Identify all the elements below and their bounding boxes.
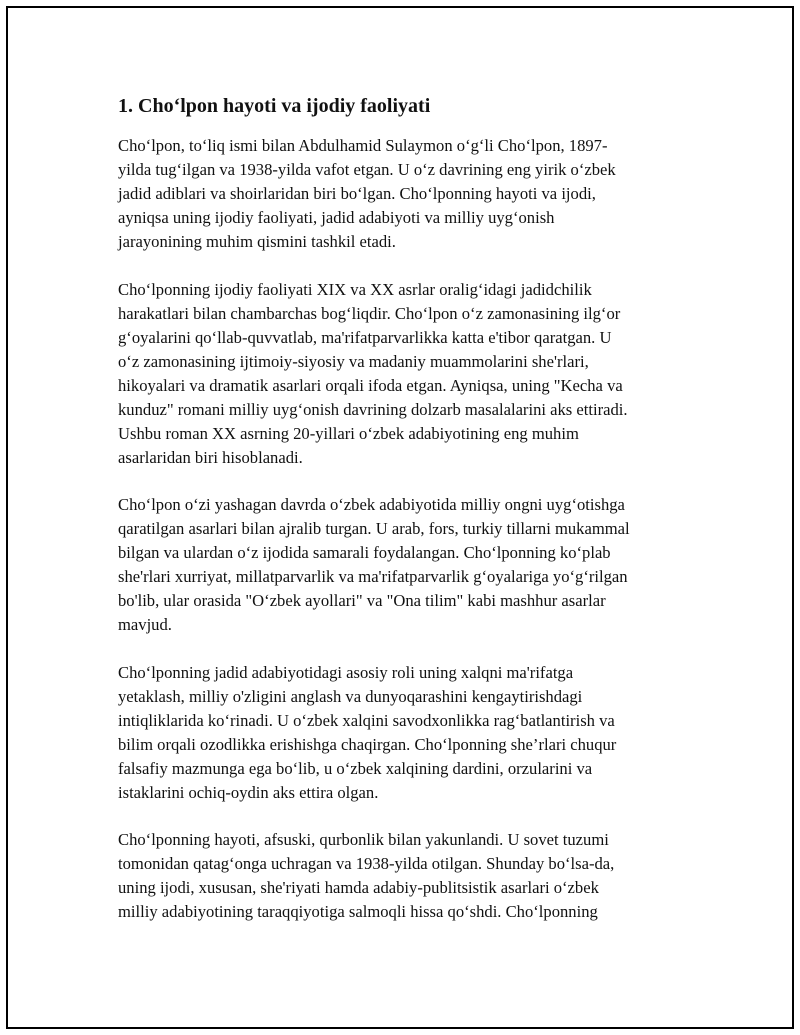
text-line: bilgan va ulardan o‘z ijodida samarali foydalangan. Cho‘lponning ko‘plab	[118, 543, 611, 562]
text-line: she'rlari xurriyat, millatparvarlik va ma'rifatparvarlik g‘oyalariga yo‘g‘rilgan	[118, 567, 628, 586]
text-line: Cho‘lpon o‘zi yashagan davrda o‘zbek adabiyotida milliy ongni uyg‘otishga	[118, 495, 625, 514]
paragraph	[118, 134, 698, 254]
text-line: jadid adiblari va shoirlaridan biri bo‘lgan. Cho‘lponning hayoti va ijodi,	[118, 184, 596, 203]
text-line: tomonidan qatag‘onga uchragan va 1938-yilda otilgan. Shunday bo‘lsa-da,	[118, 854, 615, 873]
text-line: Cho‘lponning hayoti, afsuski, qurbonlik bilan yakunlandi. U sovet tuzumi	[118, 830, 609, 849]
text-line: mavjud.	[118, 615, 172, 634]
paragraph-list	[118, 134, 698, 924]
paragraph	[118, 278, 698, 470]
text-line: qaratilgan asarlari bilan ajralib turgan. U arab, fors, turkiy tillarni mukammal	[118, 519, 630, 538]
text-line: asarlaridan biri hisoblanadi.	[118, 447, 303, 467]
text-line: falsafiy mazmunga ega bo‘lib, u o‘zbek xalqining dardini, orzularini va	[118, 758, 593, 778]
document-body	[118, 92, 698, 948]
text-line: bo'lib, ular orasida "O‘zbek ayollari" va "Ona tilim" kabi mashhur asarlar	[118, 591, 606, 610]
text-line: o‘z zamonasining ijtimoiy-siyosiy va madaniy muammolarini she'rlari,	[118, 351, 589, 371]
text-line: yilda tug‘ilgan va 1938-yilda vafot etgan. U o‘z davrining eng yirik o‘zbek	[118, 160, 616, 179]
text-line: kunduz" romani milliy uyg‘onish davrining dolzarb masalalarini aks ettiradi.	[118, 399, 628, 419]
text-line: uning ijodi, xususan, she'riyati hamda adabiy-publitsistik asarlari o‘zbek	[118, 878, 599, 897]
text-line: Cho‘lponning jadid adabiyotidagi asosiy roli uning xalqni ma'rifatga	[118, 662, 574, 682]
paragraph	[118, 661, 698, 805]
text-line: ayniqsa uning ijodiy faoliyati, jadid adabiyoti va milliy uyg‘onish	[118, 208, 555, 227]
text-line: milliy adabiyotining taraqqiyotiga salmoqli hissa qo‘shdi. Cho‘lponning	[118, 902, 598, 921]
text-line: bilim orqali ozodlikka erishishga chaqirgan. Cho‘lponning she’rlari chuqur	[118, 734, 617, 754]
text-line: Cho‘lponning ijodiy faoliyati XIX va XX asrlar oralig‘idagi jadidchilik	[118, 279, 592, 299]
paragraph	[118, 493, 698, 637]
text-line: istaklarini ochiq-oydin aks ettira olgan.	[118, 782, 379, 802]
paragraph	[118, 828, 698, 924]
text-line: g‘oyalarini qo‘llab-quvvatlab, ma'rifatparvarlikka katta e'tibor qaratgan. U	[118, 327, 612, 347]
text-line: Cho‘lpon, to‘liq ismi bilan Abdulhamid Sulaymon o‘g‘li Cho‘lpon, 1897-	[118, 136, 608, 155]
text-line: hikoyalari va dramatik asarlari orqali ifoda etgan. Ayniqsa, uning "Kecha va	[118, 375, 623, 395]
text-line: Ushbu roman XX asrning 20-yillari o‘zbek adabiyotining eng muhim	[118, 423, 579, 443]
text-line: jarayonining muhim qismini tashkil etadi.	[118, 232, 396, 251]
text-line: intiqliklarida ko‘rinadi. U o‘zbek xalqini savodxonlikka rag‘batlantirish va	[118, 710, 615, 730]
text-line: harakatlari bilan chambarchas bog‘liqdir. Cho‘lpon o‘z zamonasining ilg‘or	[118, 303, 621, 323]
section-heading: 1. Cho‘lpon hayoti va ijodiy faoliyati	[118, 95, 431, 117]
text-line: yetaklash, milliy o'zligini anglash va dunyoqarashini kengaytirishdagi	[118, 686, 583, 706]
